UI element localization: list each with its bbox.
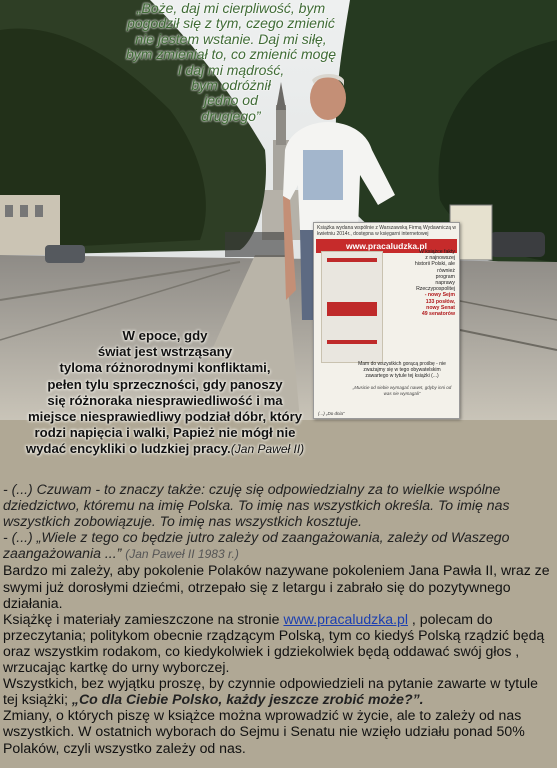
book-title: „Co dla Ciebie Polsko, każdy jeszcze zrobić może?”. xyxy=(71,691,424,708)
paragraph-zmiany: Zmiany, o których piszę w książce można wprowadzić w życie, ale to zależy od nas wszystkich. W ostatnich wyborach do Sejmu i Senatu nie wzięło udziału ponad 50% Polaków, czyli wszystko zależy od nas. xyxy=(3,707,525,756)
prayer-line: jedno od xyxy=(204,92,258,109)
poster-line: z najnowszej xyxy=(425,255,455,262)
poster-plea: Mam do wszystkich gorącą prośbę - nie zważajmy się w tego obywatelskim zawartego w tytule tej książki (...) xyxy=(358,361,446,379)
papal-quote xyxy=(0,328,330,458)
prayer-line: bym zmieniał to, co zmienić mogę xyxy=(125,46,337,63)
cover-band xyxy=(327,302,377,316)
poster-side-text xyxy=(385,249,455,317)
poster-line: - nowy Sejm xyxy=(424,292,455,299)
quote-last-line xyxy=(0,441,330,457)
text-segment: , polecam do przeczytania; politykom obecnie rządzącym Polską, tym co kiedyś Polską rządzić będą oraz wszystkim rodakom, co kiedykolwiek i gdziekolwiek będą oddawać swój głos , wrzucając kartkę do urny wyborczej. xyxy=(3,610,545,676)
quote-line: pełen tylu sprzeczności, gdy panoszy xyxy=(47,376,283,392)
paragraph-czuwam: - (...) Czuwam - to znaczy także: czuję się odpowiedzialny za to wielkie wspólne dziedzictwo, któremu na imię Polska. To imię nas wszystkich określa. To imię nas wszystkich zobowiązuje. To imię nas wszystkich kosztuje. xyxy=(3,481,510,530)
prayer-line: I daj mi mądrość, xyxy=(177,61,285,78)
paragraph-prosba xyxy=(3,675,555,707)
prayer-line: bym odróżnił xyxy=(191,77,271,94)
paragraph-ksiazka xyxy=(3,611,555,675)
quote-line: rodzi napięcia i walki, Papież nie mógł nie xyxy=(34,425,296,441)
quote-line: tyloma różnorodnymi konfliktami, xyxy=(59,360,271,376)
quote-author: (Jan Paweł II) xyxy=(230,442,305,457)
poster-line: Rzeczypospolitej xyxy=(416,286,455,293)
prayer-quote xyxy=(96,1,366,124)
article-body xyxy=(3,481,555,756)
poster-line: 49 senatorów xyxy=(421,311,455,318)
poster-line: nowy Senat xyxy=(426,304,455,311)
poster-line: naprawy xyxy=(435,280,455,287)
cover-stripe xyxy=(327,258,377,262)
poster-url: www.pracaludzka.pl xyxy=(316,239,457,253)
prayer-line: „Boże, daj mi cierpliwość, bym xyxy=(136,0,326,16)
poster-line: historii Polski, ale xyxy=(414,261,455,268)
quote-line: miejsce niesprawiedliwy podział dóbr, który xyxy=(27,409,303,425)
prayer-line: pogodził się z tym, czego zmienić xyxy=(127,15,335,32)
poster-header: Książka wydana wspólnie z Warszawską Firmą Wydawniczą w kwietniu 2014r., dostępna w księgarni internetowej xyxy=(317,225,456,237)
prayer-line: nie jestem wstanie. Daj mi siłę, xyxy=(135,30,327,47)
book-poster xyxy=(313,222,460,419)
website-link[interactable]: www.pracaludzka.pl xyxy=(283,610,408,627)
paragraph-pokolenie: Bardzo mi zależy, aby pokolenie Polaków nazywane pokoleniem Jana Pawła II, wraz ze swymi już dorosłymi dziećmi, otrzepało się z letargu i zabrało się do pozytywnego działania. xyxy=(3,562,550,611)
poster-line: 133 posłów, xyxy=(425,298,455,305)
book-cover-image xyxy=(321,251,383,363)
poster-line: program xyxy=(435,273,455,280)
poster-line: W książce fakty xyxy=(418,249,455,255)
poster-line: również xyxy=(437,267,455,274)
poster-motto: „Musicie od siebie wymagać nawet, gdyby inni od was nie wymagali” xyxy=(352,385,452,396)
paragraph-zaangazowanie xyxy=(3,529,555,562)
quote-line: świat jest wstrząsany xyxy=(97,344,233,360)
quote-text: - (...) „Wiele z tego co będzie jutro zależy od zaangażowania, zależy od Waszego zaangażowania ...” xyxy=(3,529,510,562)
quote-line: się różnoraka niesprawiedliwość i ma xyxy=(47,392,283,408)
quote-line: W epoce, gdy xyxy=(122,328,208,343)
text-segment: Wszystkich, bez wyjątku proszę, by czynnie odpowiedzieli na pytanie zawarte w tytule tej książki; xyxy=(3,675,539,708)
quote-source: (Jan Paweł II 1983 r.) xyxy=(125,547,239,562)
cover-stripe xyxy=(327,340,377,344)
text-segment: Książkę i materiały zamieszczone na stronie xyxy=(3,610,284,627)
quote-line: wydać encykliki o ludzkiej pracy. xyxy=(25,441,231,457)
poster-footer: (...) „Do dnia” xyxy=(318,411,345,416)
prayer-line: drugiego” xyxy=(201,107,261,124)
